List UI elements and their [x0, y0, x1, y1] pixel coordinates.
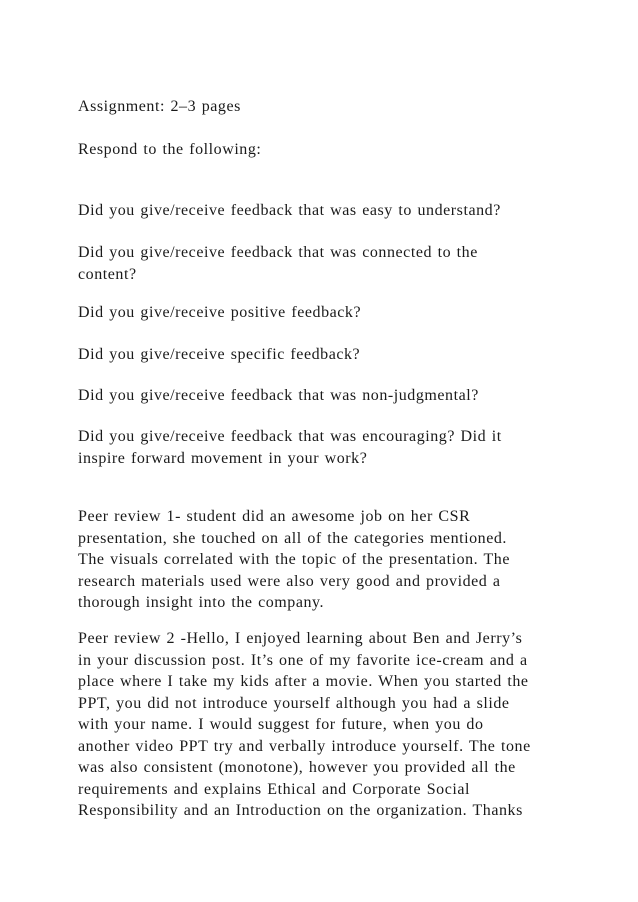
question-4: Did you give/receive specific feedback?: [78, 346, 361, 363]
intro-text: Respond to the following:: [78, 141, 262, 158]
question-1: Did you give/receive feedback that was easy to understand?: [78, 202, 501, 219]
assignment-heading: Assignment: 2–3 pages: [78, 98, 241, 115]
question-2: Did you give/receive feedback that was connected to the content?: [78, 244, 478, 283]
question-6: Did you give/receive feedback that was encouraging? Did it inspire forward movement in your work?: [78, 428, 502, 467]
question-3: Did you give/receive positive feedback?: [78, 304, 362, 321]
peer-review-2: Peer review 2 -Hello, I enjoyed learning about Ben and Jerry’s in your discussion post. It’s one of my favorite ice-cream and a place where I take my kids after a movie. When you started the PPT, you did not introduce yourself although you had a slide with your name. I would suggest for future, when you do another video PPT try and verbally introduce yourself. The tone was also consistent (monotone), however you provided all the requirements and explains Ethical and Corporate Social Responsibility and an Introduction on the organization. Thanks: [78, 630, 531, 819]
peer-review-1: Peer review 1- student did an awesome job on her CSR presentation, she touched on all of the categories mentioned. The visuals correlated with the topic of the presentation. The research materials used were also very good and provided a thorough insight into the company.: [78, 508, 511, 611]
question-5: Did you give/receive feedback that was non-judgmental?: [78, 387, 479, 404]
